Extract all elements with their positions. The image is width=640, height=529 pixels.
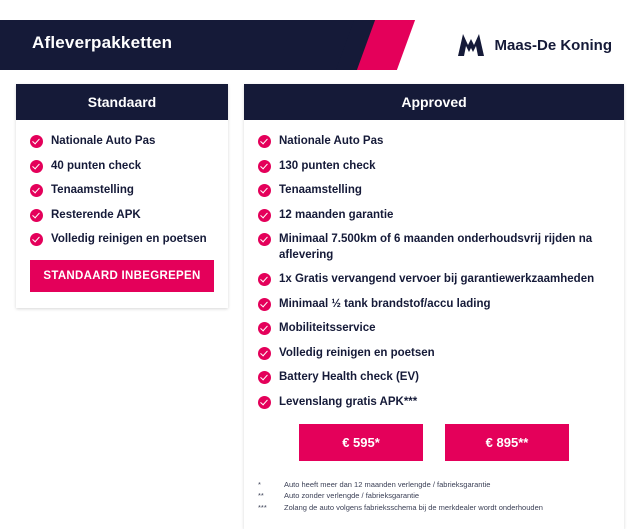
- list-item: [258, 183, 610, 199]
- price-row: [258, 424, 610, 461]
- feature-list-approved: [258, 134, 610, 410]
- package-card-approved: [244, 84, 624, 529]
- feature-label: Volledig reinigen en poetsen: [279, 346, 435, 359]
- check-icon: [30, 184, 43, 197]
- feature-label: Volledig reinigen en poetsen: [51, 233, 207, 246]
- check-icon: [30, 233, 43, 246]
- feature-label: 40 punten check: [51, 159, 142, 172]
- footnote: [258, 502, 610, 513]
- list-item: [30, 159, 214, 175]
- check-icon: [258, 184, 271, 197]
- list-item: [258, 134, 610, 150]
- footnote-marker: *: [258, 480, 261, 490]
- feature-label: Mobiliteitsservice: [279, 322, 376, 335]
- packages-container: [0, 84, 640, 529]
- package-title-approved: Approved: [244, 84, 624, 120]
- feature-label: Minimaal 7.500km of 6 maanden onderhoudsvrij rijden na aflevering: [279, 233, 593, 261]
- package-body-approved: [244, 120, 624, 529]
- list-item: [258, 321, 610, 337]
- check-icon: [30, 160, 43, 173]
- list-item: [258, 272, 610, 288]
- footnotes: [258, 477, 610, 513]
- brand-lockup: [458, 20, 612, 70]
- feature-label: 12 maanden garantie: [279, 208, 394, 221]
- feature-label: Minimaal ½ tank brandstof/accu lading: [279, 297, 491, 310]
- list-item: [258, 297, 610, 313]
- list-item: [30, 208, 214, 224]
- footnote: [258, 490, 610, 501]
- check-icon: [30, 209, 43, 222]
- page-header: [0, 20, 640, 70]
- feature-label: Levenslang gratis APK***: [279, 395, 418, 408]
- feature-label: Nationale Auto Pas: [51, 135, 156, 147]
- price-button-without-warranty[interactable]: € 895**: [445, 424, 569, 461]
- list-item: [258, 232, 610, 263]
- check-icon: [30, 135, 43, 148]
- list-item: [258, 346, 610, 362]
- list-item: [258, 159, 610, 175]
- check-icon: [258, 160, 271, 173]
- package-title-standaard: Standaard: [16, 84, 228, 120]
- feature-label: 130 punten check: [279, 159, 376, 172]
- footnote-marker: ***: [258, 502, 267, 512]
- standaard-inbegrepen-button[interactable]: STANDAARD INBEGREPEN: [30, 260, 214, 292]
- list-item: [30, 232, 214, 248]
- check-icon: [258, 273, 271, 286]
- feature-label: Resterende APK: [51, 208, 141, 221]
- feature-list-standaard: [30, 134, 214, 248]
- check-icon: [258, 298, 271, 311]
- package-card-standaard: [16, 84, 228, 308]
- list-item: [258, 370, 610, 386]
- feature-label: Battery Health check (EV): [279, 371, 419, 384]
- list-item: [30, 183, 214, 199]
- list-item: [258, 395, 610, 411]
- package-body-standaard: [16, 120, 228, 308]
- page-title: Afleverpakketten: [32, 33, 173, 52]
- footnote-text: Auto zonder verlengde / fabrieksgarantie: [284, 491, 420, 501]
- check-icon: [258, 135, 271, 148]
- feature-label: Tenaamstelling: [279, 184, 362, 197]
- check-icon: [258, 396, 271, 409]
- list-item: [30, 134, 214, 150]
- footnote-marker: **: [258, 491, 264, 501]
- footnote: [258, 479, 610, 490]
- maas-de-koning-logo-icon: [458, 34, 484, 56]
- footnote-text: Auto heeft meer dan 12 maanden verlengde / fabrieksgarantie: [284, 480, 491, 490]
- list-item: [258, 208, 610, 224]
- check-icon: [258, 233, 271, 246]
- feature-label: Tenaamstelling: [51, 184, 134, 197]
- check-icon: [258, 209, 271, 222]
- feature-label: 1x Gratis vervangend vervoer bij garantiewerkzaamheden: [279, 273, 595, 286]
- footnote-text: Zolang de auto volgens fabrieksschema bij de merkdealer wordt onderhouden: [284, 502, 543, 512]
- check-icon: [258, 322, 271, 335]
- feature-label: Nationale Auto Pas: [279, 135, 384, 147]
- brand-name: Maas-De Koning: [494, 36, 612, 54]
- check-icon: [258, 371, 271, 384]
- price-button-with-warranty[interactable]: € 595*: [299, 424, 423, 461]
- check-icon: [258, 347, 271, 360]
